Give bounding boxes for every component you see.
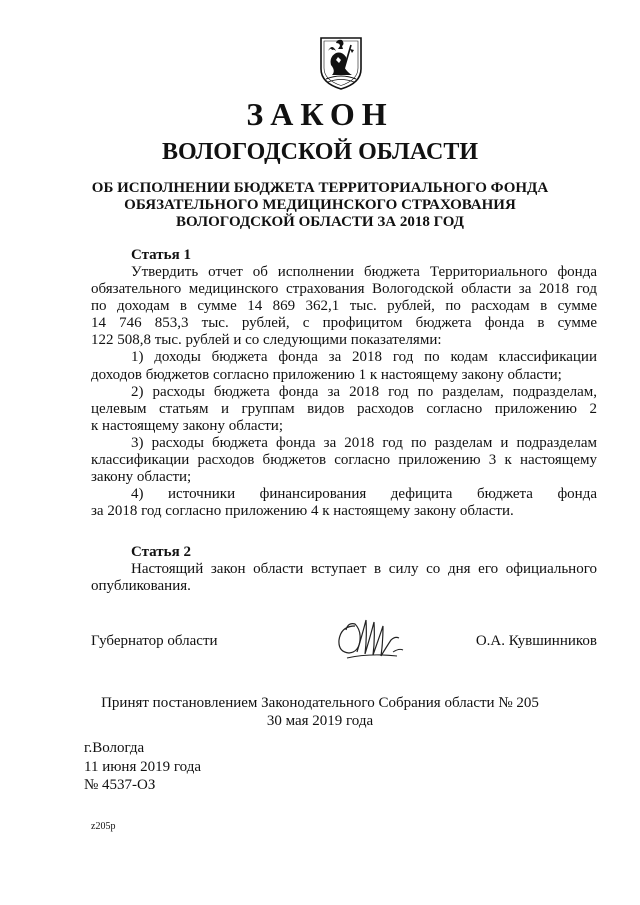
adoption-date: 30 мая 2019 года xyxy=(266,713,374,729)
article-1-line: обязательного медицинского страхования Вологодской области за 2018 год xyxy=(91,281,597,298)
article-1-line: 14 746 853,3 тыс. рублей, с профицитом бюджета фонда в сумме xyxy=(91,315,597,332)
law-subtitle xyxy=(0,180,640,231)
article-2-line: Настоящий закон области вступает в силу со дня его официального xyxy=(131,561,597,577)
article-1-line: классификации расходов бюджетов согласно приложению 3 к настоящему xyxy=(91,452,597,469)
adoption-line: Принят постановлением Законодательного Собрания области № 205 xyxy=(101,695,539,711)
article-1-line: доходов бюджетов согласно приложению 1 к настоящему закону области; xyxy=(91,366,562,383)
law-title: ЗАКОН xyxy=(246,96,394,132)
signatory-name: О.А. Кувшинников xyxy=(475,633,597,649)
list-item-1: 1) доходы бюджета фонда за 2018 год по кодам классификации xyxy=(131,349,597,366)
article-1-heading: Статья 1 xyxy=(131,247,191,263)
article-2-body xyxy=(91,561,597,595)
subtitle-line: ВОЛОГОДСКОЙ ОБЛАСТИ ЗА 2018 ГОД xyxy=(176,214,464,230)
subtitle-line: ОБ ИСПОЛНЕНИИ БЮДЖЕТА ТЕРРИТОРИАЛЬНОГО ФОНДА xyxy=(91,180,549,196)
city: г.Вологда xyxy=(84,740,145,756)
list-item-3: 3) расходы бюджета фонда за 2018 год по разделам и подразделам xyxy=(131,434,597,451)
law-details xyxy=(84,739,201,795)
article-1-line: за 2018 год согласно приложению 4 к настоящему закону области. xyxy=(91,503,514,520)
adoption-note xyxy=(0,694,640,730)
law-number: № 4537-ОЗ xyxy=(84,777,156,793)
signing-date: 11 июня 2019 года xyxy=(84,758,201,775)
article-1-line: к настоящему закону области; xyxy=(91,417,283,434)
handwritten-signature-icon xyxy=(333,612,405,664)
article-1-line: 122 508,8 тыс. рублей и со следующими показателями: xyxy=(91,332,442,349)
signatory-position: Губернатор области xyxy=(91,633,218,649)
list-item-4: 4) источники финансирования дефицита бюджета фонда xyxy=(131,486,597,503)
document-code: z205p xyxy=(91,821,116,832)
vologda-coat-of-arms-icon xyxy=(318,35,364,91)
article-1-body xyxy=(91,264,597,520)
article-2-line: опубликования. xyxy=(91,578,191,595)
article-2-heading: Статья 2 xyxy=(131,544,191,560)
list-item-2: 2) расходы бюджета фонда за 2018 год по разделам, подразделам, xyxy=(131,383,597,400)
article-1-line: Утвердить отчет об исполнении бюджета Территориального фонда xyxy=(131,264,597,280)
article-1-line: по доходам в сумме 14 869 362,1 тыс. рублей, по расходам в сумме xyxy=(91,298,597,315)
article-1-line: закону области; xyxy=(91,469,192,486)
subtitle-line: ОБЯЗАТЕЛЬНОГО МЕДИЦИНСКОГО СТРАХОВАНИЯ xyxy=(124,197,516,213)
article-1-line: целевым статьям и группам видов расходов согласно приложению 2 xyxy=(91,400,597,417)
region-title: ВОЛОГОДСКОЙ ОБЛАСТИ xyxy=(161,139,479,165)
